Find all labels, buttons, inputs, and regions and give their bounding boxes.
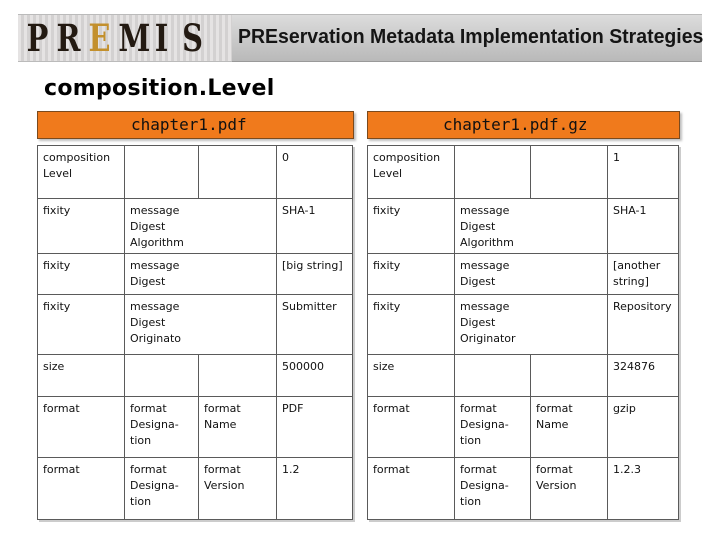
cell-empty: [199, 355, 277, 397]
table-row: [368, 146, 679, 199]
cell-value: gzip: [608, 397, 679, 458]
cell-value: 0: [277, 146, 353, 199]
cell-sub: format Designa-tion: [455, 397, 531, 458]
table-row: [38, 295, 353, 355]
cell-empty: [531, 146, 608, 199]
table-row: [368, 355, 679, 397]
cell-value: 1.2.3: [608, 458, 679, 520]
logo-letter-p: P: [26, 16, 49, 60]
cell-label: format: [368, 458, 455, 520]
table-row: [368, 397, 679, 458]
cell-subsub: format Name: [199, 397, 277, 458]
cell-sub: format Designa-tion: [125, 397, 199, 458]
cell-label: size: [38, 355, 125, 397]
object-name: chapter1.pdf: [131, 115, 247, 134]
logo-letter-r: R: [56, 16, 81, 60]
cell-value: SHA-1: [277, 199, 353, 254]
cell-value: SHA-1: [608, 199, 679, 254]
object-name: chapter1.pdf.gz: [443, 115, 588, 134]
table-row: [368, 199, 679, 254]
cell-label: fixity: [38, 199, 125, 254]
logo-letter-m: M: [118, 16, 151, 60]
cell-label: fixity: [38, 254, 125, 295]
cell-label: fixity: [368, 199, 455, 254]
cell-sub: message Digest Algorithm: [455, 199, 608, 254]
table-row: [38, 458, 353, 520]
cell-sub: format Designa-tion: [125, 458, 199, 520]
cell-label: format: [38, 397, 125, 458]
cell-value: 1.2: [277, 458, 353, 520]
table-row: [368, 254, 679, 295]
cell-label: format: [368, 397, 455, 458]
table-row: [38, 355, 353, 397]
premis-logo: [18, 14, 232, 62]
cell-sub: message Digest: [125, 254, 277, 295]
cell-label: fixity: [368, 295, 455, 355]
cell-empty: [125, 355, 199, 397]
cell-value: [another string]: [608, 254, 679, 295]
cell-empty: [455, 146, 531, 199]
cell-sub: format Designa-tion: [455, 458, 531, 520]
table-row: [38, 146, 353, 199]
cell-value: Submitter: [277, 295, 353, 355]
cell-label: fixity: [368, 254, 455, 295]
cell-value: 324876: [608, 355, 679, 397]
cell-label: composition Level: [38, 146, 125, 199]
cell-label: size: [368, 355, 455, 397]
cell-subsub: format Version: [199, 458, 277, 520]
table-row: [368, 295, 679, 355]
banner-title: PREservation Metadata Implementation Strategies: [238, 25, 704, 48]
premis-banner: [18, 14, 702, 60]
cell-value: Repository: [608, 295, 679, 355]
cell-empty: [199, 146, 277, 199]
cell-subsub: format Name: [531, 397, 608, 458]
cell-label: composition Level: [368, 146, 455, 199]
cell-label: fixity: [38, 295, 125, 355]
table-row: [38, 199, 353, 254]
cell-sub: message Digest Originato: [125, 295, 277, 355]
cell-value: [big string]: [277, 254, 353, 295]
cell-sub: message Digest Algorithm: [125, 199, 277, 254]
object-header-pdf: [37, 111, 354, 139]
logo-letter-e: E: [88, 16, 111, 60]
cell-value: 1: [608, 146, 679, 199]
table-row: [38, 254, 353, 295]
table-row: [38, 397, 353, 458]
cell-value: PDF: [277, 397, 353, 458]
cell-empty: [125, 146, 199, 199]
table-row: [368, 458, 679, 520]
cell-subsub: format Version: [531, 458, 608, 520]
object-header-gz: [367, 111, 680, 139]
cell-empty: [455, 355, 531, 397]
cell-sub: message Digest Originator: [455, 295, 608, 355]
object-table-pdf: [37, 145, 353, 520]
cell-sub: message Digest: [455, 254, 608, 295]
cell-value: 500000: [277, 355, 353, 397]
cell-empty: [531, 355, 608, 397]
banner-title-bar: [232, 14, 702, 62]
slide-title: composition.Level: [44, 76, 275, 101]
cell-label: format: [38, 458, 125, 520]
object-table-gz: [367, 145, 679, 520]
logo-letter-i: I: [154, 16, 169, 60]
logo-letter-s: S: [182, 16, 203, 60]
